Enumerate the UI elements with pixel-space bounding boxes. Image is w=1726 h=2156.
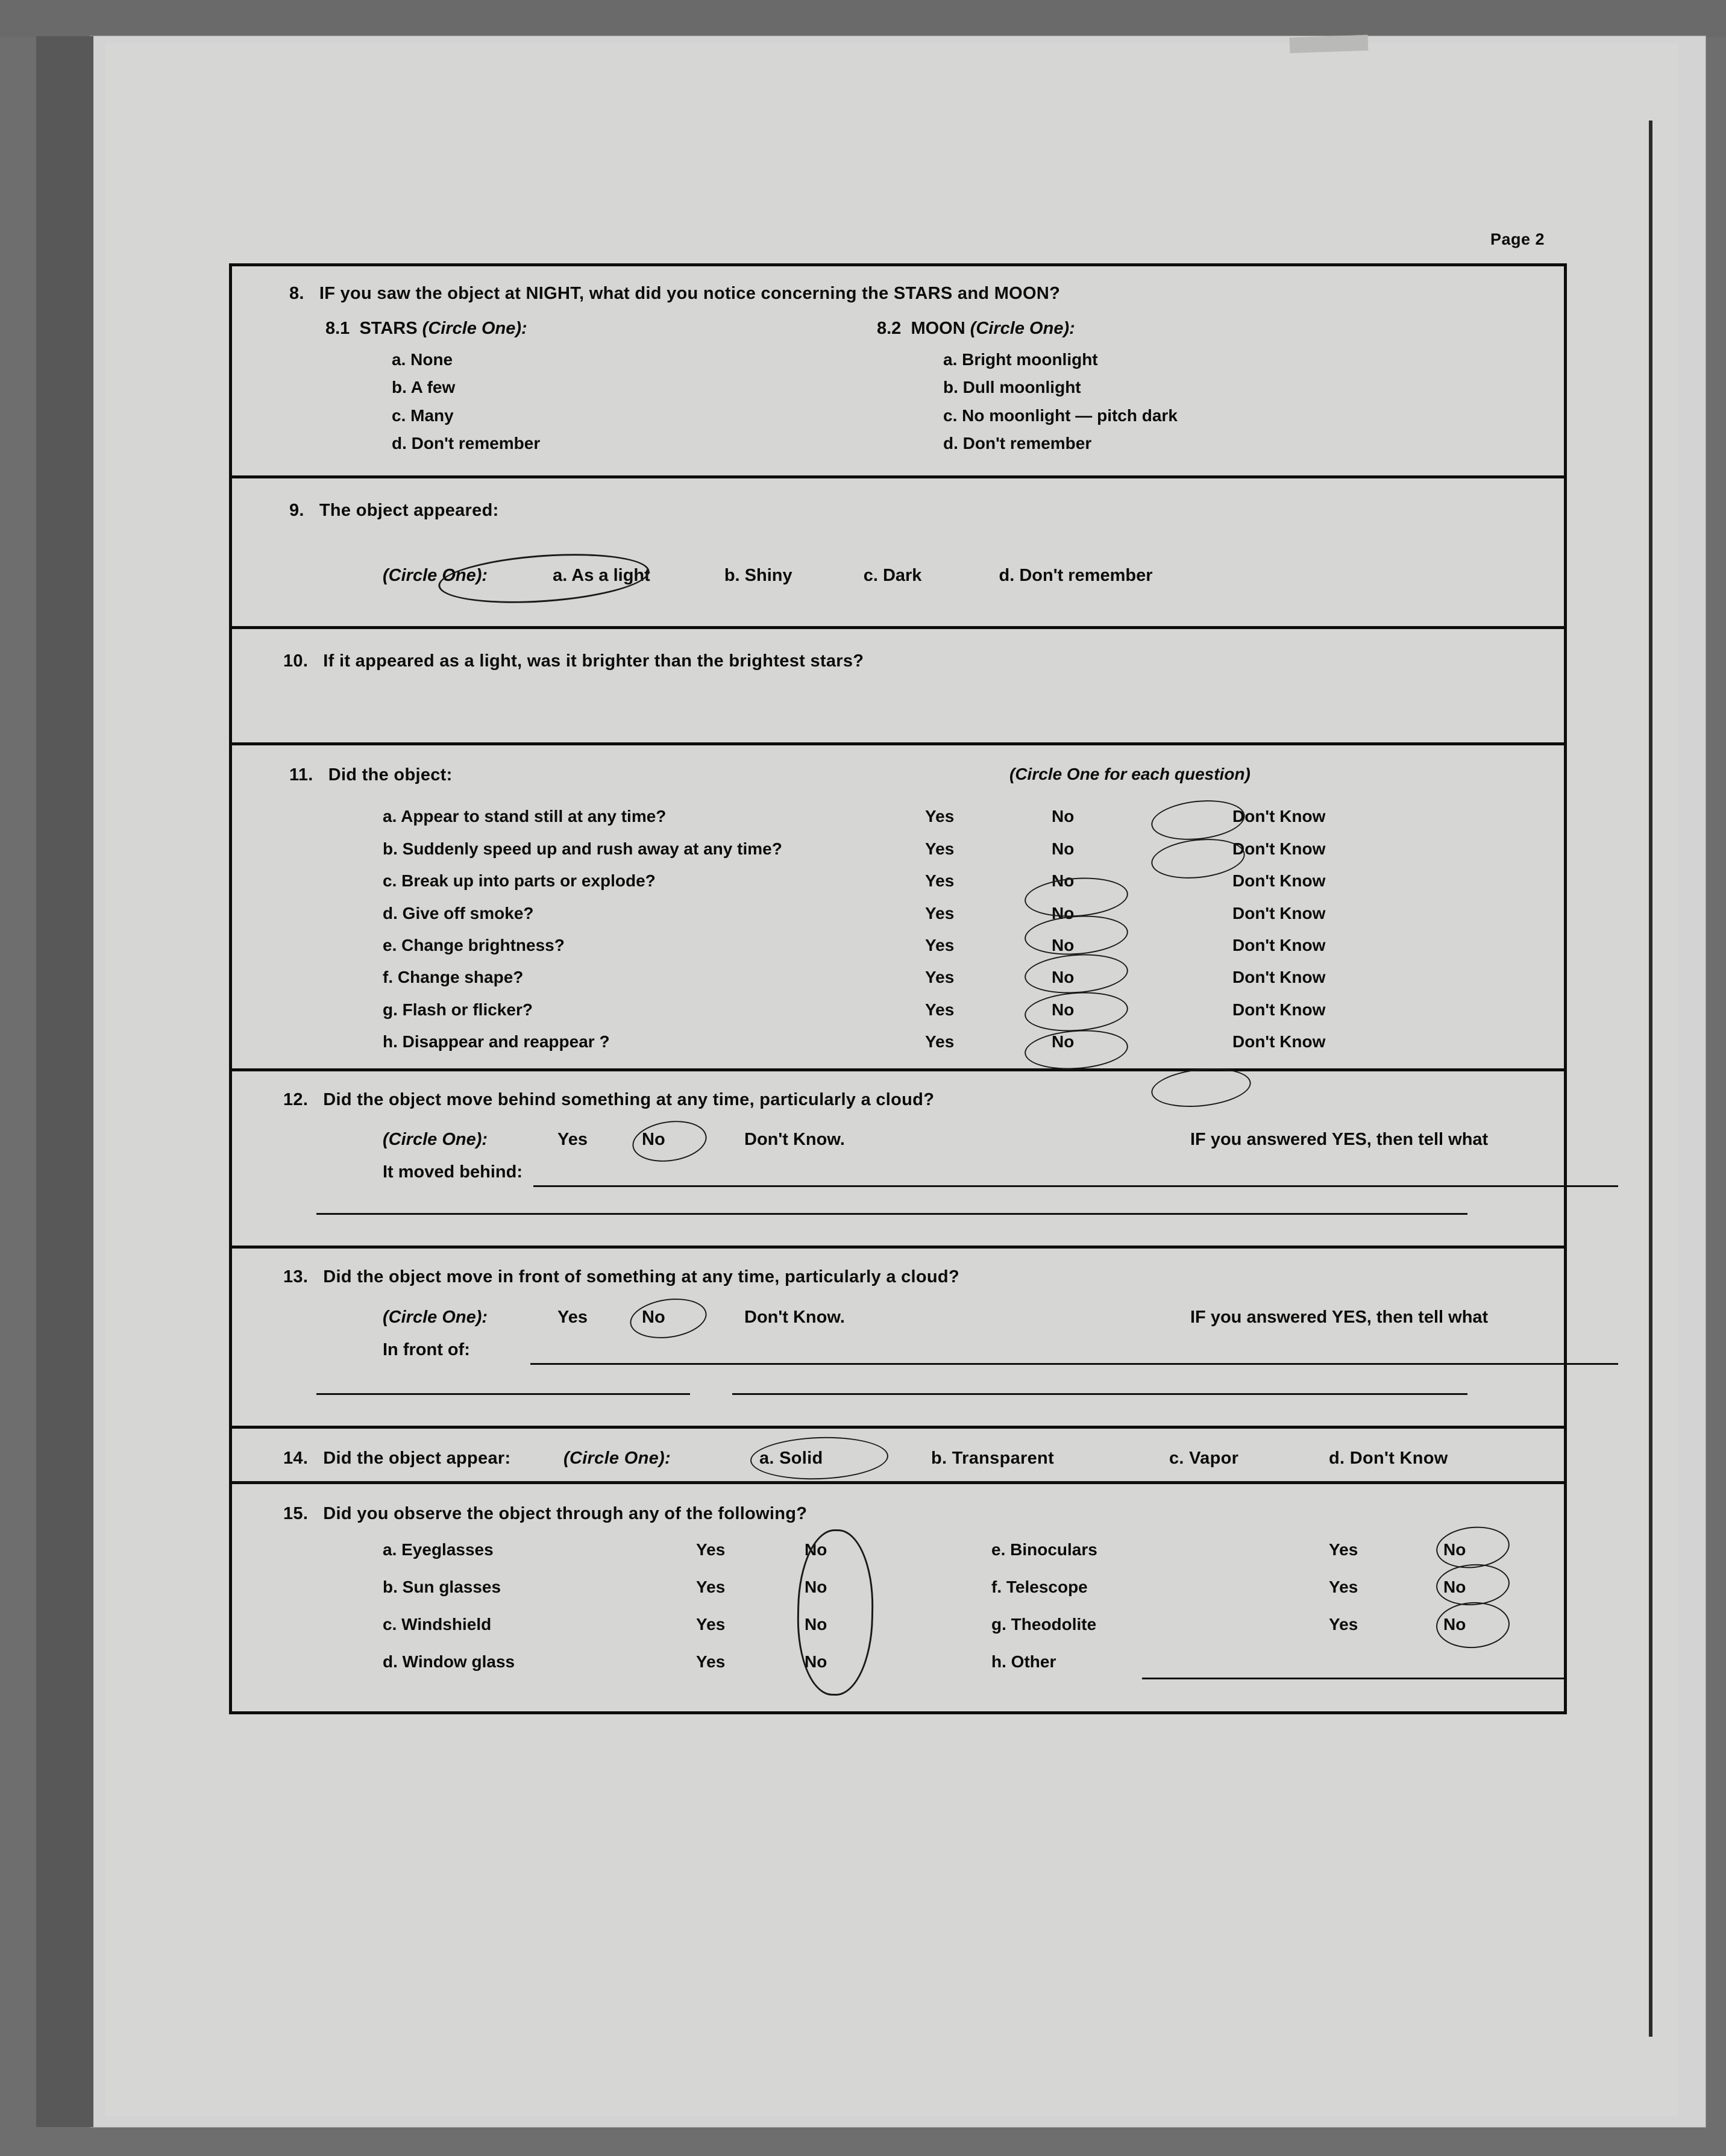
q13-dontknow-option[interactable]: Don't Know. (744, 1307, 845, 1327)
q15-right-yes[interactable]: Yes (1329, 1577, 1358, 1596)
question-10-number: 10. (283, 651, 309, 671)
question-13-fill-row-2 (232, 1373, 1564, 1410)
table-row (383, 865, 1325, 897)
q11-yes-option[interactable]: Yes (925, 1000, 955, 1019)
q8-1-options (325, 346, 540, 457)
q15-right-no[interactable]: No (1443, 1577, 1466, 1596)
q13-ifyes-note: IF you answered YES, then tell what (1190, 1307, 1489, 1327)
question-15-number: 15. (283, 1503, 309, 1523)
q15-left-label: a. Eyeglasses (383, 1540, 494, 1559)
q9-option-d[interactable]: d. Don't remember (999, 566, 1153, 586)
question-14-text: Did the object appear: (323, 1448, 511, 1468)
q15-right-yes[interactable]: Yes (1329, 1540, 1358, 1559)
question-12-title (283, 1088, 1564, 1112)
question-12-section (232, 1071, 1564, 1249)
q11-yes-option[interactable]: Yes (925, 871, 955, 891)
question-15-text: Did you observe the object through any of the following? (323, 1503, 808, 1523)
q9-instruction: (Circle One): (383, 566, 488, 586)
q8-1-option[interactable]: b. A few (392, 378, 456, 397)
q15-left-no[interactable]: No (805, 1577, 827, 1596)
question-13-answer-row (383, 1308, 1564, 1335)
q11-dontknow-option[interactable]: Don't Know (1232, 1000, 1326, 1019)
question-8-columns (232, 319, 1564, 457)
scan-left-edge (36, 36, 93, 2127)
q12-instruction: (Circle One): (383, 1130, 488, 1150)
q11-yes-option[interactable]: Yes (925, 1032, 955, 1051)
q15-left-yes[interactable]: Yes (696, 1652, 726, 1671)
q14-option-d[interactable]: d. Don't Know (1329, 1448, 1448, 1468)
question-13-number: 13. (283, 1267, 309, 1287)
page-number: Page 2 (1490, 230, 1545, 248)
q15-left-no[interactable]: No (805, 1540, 827, 1559)
question-14-section (232, 1429, 1564, 1484)
question-9-text: The object appeared: (319, 501, 499, 521)
question-13-section (232, 1249, 1564, 1428)
q15-left-no[interactable]: No (805, 1652, 827, 1671)
q14-option-a[interactable]: a. Solid (759, 1448, 823, 1468)
q11-dontknow-option[interactable]: Don't Know (1232, 1032, 1326, 1051)
q11-dontknow-option[interactable]: Don't Know (1232, 903, 1326, 923)
table-row (383, 994, 1325, 1026)
q11-dontknow-option[interactable]: Don't Know (1232, 807, 1326, 826)
q11-row-label: d. Give off smoke? (383, 903, 534, 923)
q11-yes-option[interactable]: Yes (925, 839, 955, 858)
question-10-section (232, 629, 1564, 745)
question-8-2-moon (877, 319, 1178, 457)
question-13-fill-row (383, 1340, 1564, 1373)
q8-2-option[interactable]: d. Don't remember (943, 433, 1092, 453)
q9-option-a[interactable]: a. As a light (553, 566, 650, 586)
table-row (383, 1026, 1325, 1058)
q11-no-option[interactable]: No (1052, 903, 1075, 923)
q15-right-no[interactable]: No (1443, 1540, 1466, 1559)
document-page (105, 43, 1678, 2116)
q14-option-b[interactable]: b. Transparent (931, 1448, 1055, 1468)
q15-right-no[interactable]: No (1443, 1614, 1466, 1634)
question-8-1-stars (325, 319, 540, 457)
question-15-section (232, 1484, 1564, 1711)
table-row (383, 961, 1325, 993)
q13-instruction: (Circle One): (383, 1307, 488, 1327)
table-row (383, 897, 1325, 929)
q13-fill-line-2b[interactable] (732, 1393, 1467, 1395)
q15-left-label: d. Window glass (383, 1652, 515, 1671)
q11-no-option[interactable]: No (1052, 1032, 1075, 1051)
q13-yes-option[interactable]: Yes (557, 1307, 588, 1327)
question-8-number: 8. (289, 284, 304, 303)
question-11-section (232, 745, 1564, 1071)
q11-no-option[interactable]: No (1052, 807, 1075, 826)
q11-row-label: a. Appear to stand still at any time? (383, 807, 667, 826)
q11-dontknow-option[interactable]: Don't Know (1232, 935, 1326, 954)
question-15-grid (383, 1540, 1564, 1691)
q15-left-yes[interactable]: Yes (696, 1540, 726, 1559)
question-12-number: 12. (283, 1090, 309, 1110)
q14-option-c[interactable]: c. Vapor (1169, 1448, 1239, 1468)
q15-left-yes[interactable]: Yes (696, 1577, 726, 1596)
question-8-title (289, 282, 1564, 306)
q15-right-label: e. Binoculars (991, 1540, 1097, 1559)
q15-left-no[interactable]: No (805, 1614, 827, 1634)
q15-left-label: b. Sun glasses (383, 1577, 501, 1596)
question-11-hint: (Circle One for each question) (1009, 765, 1251, 784)
question-10-title (283, 650, 1564, 673)
q13-fill-line-2a[interactable] (316, 1393, 690, 1395)
q12-fill-label: It moved behind: (383, 1162, 523, 1182)
question-9-options-row (383, 566, 1564, 586)
question-11-number: 11. (289, 765, 313, 785)
q11-yes-option[interactable]: Yes (925, 968, 955, 987)
q15-left-label: c. Windshield (383, 1614, 492, 1634)
question-11-table (383, 800, 1325, 1058)
question-11-title (289, 763, 1564, 787)
q11-no-option[interactable]: No (1052, 1000, 1075, 1019)
q8-2-option[interactable]: b. Dull moonlight (943, 378, 1081, 397)
q13-fill-label: In front of: (383, 1340, 470, 1359)
q15-right-label: h. Other (991, 1652, 1056, 1671)
question-12-fill-row-2 (232, 1195, 1564, 1230)
q15-right-label: f. Telescope (991, 1577, 1088, 1596)
q11-yes-option[interactable]: Yes (925, 903, 955, 923)
q9-option-b[interactable]: b. Shiny (724, 566, 792, 586)
q8-1-option[interactable]: a. None (392, 350, 453, 369)
question-14-number: 14. (283, 1448, 309, 1468)
q8-2-option[interactable]: c. No moonlight — pitch dark (943, 406, 1178, 425)
q11-yes-option[interactable]: Yes (925, 935, 955, 954)
question-13-text: Did the object move in front of something at any time, particularly a cloud? (323, 1267, 959, 1287)
question-12-fill-row (383, 1162, 1564, 1195)
q8-2-label: MOON (911, 319, 965, 339)
q11-dontknow-option[interactable]: Don't Know (1232, 871, 1326, 891)
q14-instruction: (Circle One): (563, 1448, 671, 1468)
q9-option-c[interactable]: c. Dark (863, 566, 922, 586)
question-11-text: Did the object: (328, 765, 453, 785)
q11-dontknow-option[interactable]: Don't Know (1232, 839, 1326, 858)
question-8-section (232, 266, 1564, 478)
q12-dontknow-option[interactable]: Don't Know. (744, 1130, 845, 1150)
scan-top-edge (0, 0, 1726, 37)
q13-fill-line-1[interactable] (530, 1363, 1618, 1365)
q8-1-instruction: (Circle One): (422, 319, 527, 339)
question-12-answer-row (383, 1130, 1564, 1158)
q12-yes-option[interactable]: Yes (557, 1130, 588, 1150)
q8-2-option[interactable]: a. Bright moonlight (943, 350, 1098, 369)
q11-yes-option[interactable]: Yes (925, 807, 955, 826)
q11-row-label: e. Change brightness? (383, 935, 565, 954)
question-10-text: If it appeared as a light, was it brighter than the brightest stars? (323, 651, 864, 671)
q8-2-number: 8.2 (877, 319, 902, 339)
q8-1-number: 8.1 (325, 319, 350, 339)
q15-right-yes[interactable]: Yes (1329, 1614, 1358, 1634)
q12-ifyes-note: IF you answered YES, then tell what (1190, 1130, 1489, 1150)
q11-row-label: f. Change shape? (383, 968, 524, 987)
table-row (383, 833, 1325, 865)
q11-no-option[interactable]: No (1052, 871, 1075, 891)
questionnaire-form (229, 263, 1567, 1714)
q13-marked-circle (627, 1294, 709, 1343)
q11-no-option[interactable]: No (1052, 839, 1075, 858)
q11-no-option[interactable]: No (1052, 968, 1075, 987)
q15-left-yes[interactable]: Yes (696, 1614, 726, 1634)
q8-1-option[interactable]: d. Don't remember (392, 433, 541, 453)
q11-dontknow-option[interactable]: Don't Know (1232, 968, 1326, 987)
question-12-text: Did the object move behind something at any time, particularly a cloud? (323, 1090, 935, 1110)
q11-row-label: h. Disappear and reappear ? (383, 1032, 610, 1051)
q11-row-label: b. Suddenly speed up and rush away at any time? (383, 839, 782, 858)
q11-no-option[interactable]: No (1052, 935, 1075, 954)
q11-row-label: g. Flash or flicker? (383, 1000, 533, 1019)
question-8-text: IF you saw the object at NIGHT, what did you notice concerning the STARS and MOON? (319, 284, 1061, 303)
question-9-title (289, 499, 1564, 522)
question-9-number: 9. (289, 501, 304, 521)
q8-1-label: STARS (359, 319, 418, 339)
q8-2-instruction: (Circle One): (970, 319, 1075, 339)
q8-1-option[interactable]: c. Many (392, 406, 454, 425)
q8-2-options (877, 346, 1178, 457)
q15-other-fill-line[interactable] (1142, 1678, 1564, 1679)
table-row (383, 800, 1325, 832)
question-15-title (283, 1502, 1564, 1526)
q11-row-label: c. Break up into parts or explode? (383, 871, 656, 891)
q15-right-label: g. Theodolite (991, 1614, 1097, 1634)
q12-fill-line-1[interactable] (533, 1185, 1618, 1187)
question-13-title (283, 1265, 1564, 1289)
table-row (383, 929, 1325, 961)
q12-fill-line-2[interactable] (316, 1213, 1467, 1215)
q13-no-option[interactable]: No (642, 1307, 665, 1327)
question-9-section (232, 478, 1564, 629)
q12-no-option[interactable]: No (642, 1130, 665, 1150)
